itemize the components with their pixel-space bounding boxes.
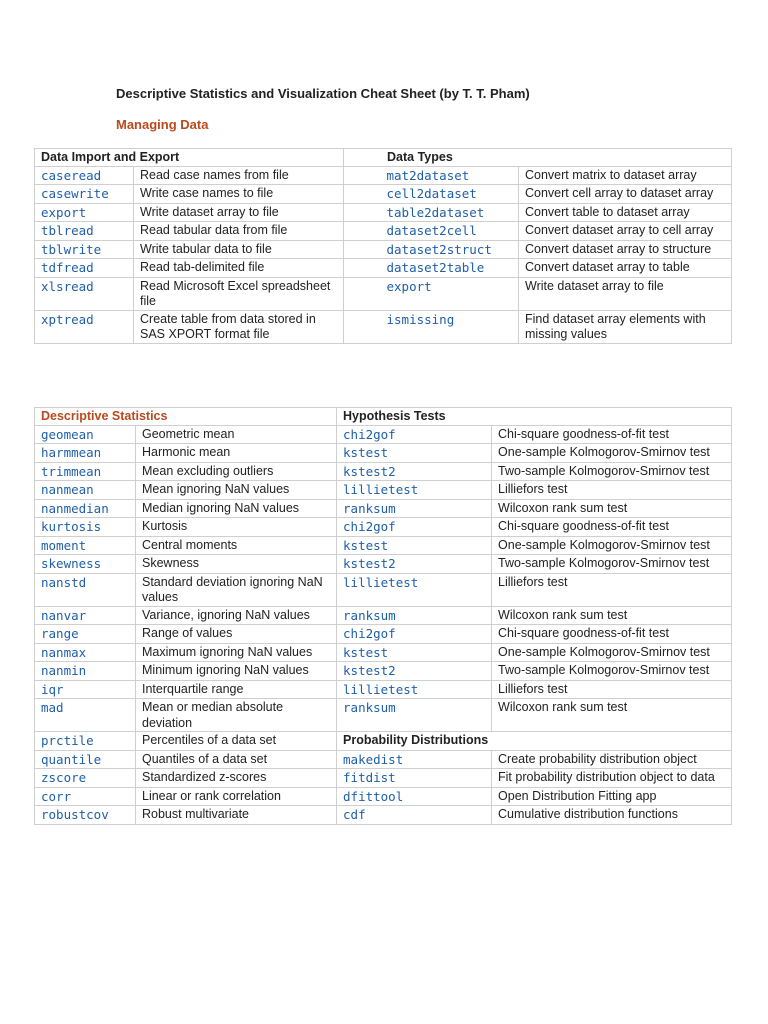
function-cell xyxy=(35,750,136,769)
table-row xyxy=(35,481,732,500)
function-cell xyxy=(35,310,134,343)
function-cell xyxy=(337,787,492,806)
function-description: Fit probability distribution object to data xyxy=(498,770,715,784)
function-description: Convert dataset array to cell array xyxy=(525,223,714,237)
function-link[interactable]: corr xyxy=(41,788,72,804)
function-link[interactable]: nanmedian xyxy=(41,500,109,516)
data-management-table xyxy=(34,148,732,344)
description-cell xyxy=(136,625,337,644)
description-cell xyxy=(136,425,337,444)
function-cell xyxy=(337,606,492,625)
table-header-row xyxy=(35,149,732,167)
function-link[interactable]: lillietest xyxy=(343,574,419,590)
function-description: Wilcoxon rank sum test xyxy=(498,607,628,622)
header-data-import-export: Data Import and Export xyxy=(35,149,344,167)
function-link[interactable]: chi2gof xyxy=(343,426,396,442)
function-link[interactable]: dataset2struct xyxy=(386,241,492,257)
function-link[interactable]: lillietest xyxy=(343,482,419,497)
spacer-cell xyxy=(344,203,381,222)
table-row xyxy=(35,555,732,574)
function-description: Write tabular data to file xyxy=(140,241,272,256)
description-cell xyxy=(519,203,732,222)
function-link[interactable]: robustcov xyxy=(41,807,109,822)
function-link[interactable]: harmmean xyxy=(41,445,102,460)
function-cell xyxy=(337,573,492,606)
subheader-probability-distributions: Probability Distributions xyxy=(343,733,489,747)
table-header-row xyxy=(35,408,732,426)
function-link[interactable]: kstest xyxy=(343,445,389,460)
function-cell xyxy=(35,222,134,241)
function-link[interactable]: table2dataset xyxy=(386,204,485,220)
function-link[interactable]: xlsread xyxy=(41,278,94,294)
subheader-cell xyxy=(337,732,732,751)
function-link[interactable]: nanmax xyxy=(41,644,87,660)
function-description: Kurtosis xyxy=(142,519,188,533)
function-link[interactable]: ranksum xyxy=(343,500,396,516)
description-cell xyxy=(492,462,732,481)
function-link[interactable]: dfittool xyxy=(343,788,404,804)
function-description: Maximum ignoring NaN values xyxy=(142,644,313,659)
function-cell xyxy=(35,573,136,606)
function-link[interactable]: trimmean xyxy=(41,463,102,479)
table-row xyxy=(35,787,732,806)
function-link[interactable]: nanvar xyxy=(41,607,87,623)
function-cell xyxy=(35,806,136,825)
function-description: Variance, ignoring NaN values xyxy=(142,607,310,622)
function-link[interactable]: ranksum xyxy=(343,700,396,715)
function-cell xyxy=(35,536,136,555)
table-row xyxy=(35,662,732,681)
table-row xyxy=(35,259,732,278)
table-row xyxy=(35,166,732,185)
function-cell xyxy=(35,662,136,681)
function-description: Write dataset array to file xyxy=(140,204,279,219)
description-cell xyxy=(136,444,337,463)
description-cell xyxy=(134,277,344,310)
function-link[interactable]: ranksum xyxy=(343,607,396,623)
description-cell xyxy=(136,806,337,825)
function-cell xyxy=(35,462,136,481)
function-description: Standardized z-scores xyxy=(142,770,267,784)
spacer-cell xyxy=(344,259,381,278)
description-cell xyxy=(492,518,732,537)
function-cell xyxy=(35,444,136,463)
description-cell xyxy=(134,259,344,278)
function-link[interactable]: nanstd xyxy=(41,574,87,590)
description-cell xyxy=(136,606,337,625)
description-cell xyxy=(136,536,337,555)
description-cell xyxy=(519,222,732,241)
table-row xyxy=(35,499,732,518)
function-link[interactable]: kstest xyxy=(343,537,389,553)
description-cell xyxy=(134,222,344,241)
function-cell xyxy=(337,499,492,518)
function-description: Write dataset array to file xyxy=(525,278,664,293)
function-cell xyxy=(337,625,492,644)
function-link[interactable]: skewness xyxy=(41,556,102,571)
description-cell xyxy=(136,662,337,681)
function-link[interactable]: kstest2 xyxy=(343,463,396,479)
function-cell xyxy=(337,750,492,769)
function-cell xyxy=(35,259,134,278)
description-cell xyxy=(492,643,732,662)
function-cell xyxy=(35,555,136,574)
description-cell xyxy=(136,750,337,769)
function-link[interactable]: tdfread xyxy=(41,260,94,275)
table-row xyxy=(35,643,732,662)
function-cell xyxy=(337,806,492,825)
description-cell xyxy=(134,310,344,343)
function-cell xyxy=(35,769,136,788)
table-row xyxy=(35,606,732,625)
description-cell xyxy=(519,277,732,310)
description-cell xyxy=(492,481,732,500)
description-cell xyxy=(136,481,337,500)
table-row xyxy=(35,750,732,769)
table-row xyxy=(35,277,732,310)
function-cell xyxy=(381,222,519,241)
function-link[interactable]: dataset2cell xyxy=(386,223,477,238)
function-description: Percentiles of a data set xyxy=(142,733,277,747)
function-link[interactable]: export xyxy=(41,204,87,220)
function-link[interactable]: caseread xyxy=(41,167,102,183)
function-cell xyxy=(381,310,519,343)
function-link[interactable]: iqr xyxy=(41,681,64,697)
function-cell xyxy=(337,769,492,788)
function-cell xyxy=(337,444,492,463)
function-link[interactable]: moment xyxy=(41,537,87,553)
description-cell xyxy=(492,662,732,681)
function-description: Two-sample Kolmogorov-Smirnov test xyxy=(498,556,710,570)
table-row xyxy=(35,536,732,555)
function-description: Mean or median absolute deviation xyxy=(142,700,284,730)
function-link[interactable]: nanmean xyxy=(41,482,94,497)
spacer-cell xyxy=(344,166,381,185)
statistics-and-tests-table xyxy=(34,407,732,825)
description-cell xyxy=(136,555,337,574)
function-cell xyxy=(337,555,492,574)
function-link[interactable]: tblwrite xyxy=(41,241,102,257)
description-cell xyxy=(519,185,732,204)
function-link[interactable]: mat2dataset xyxy=(386,167,470,183)
function-description: Chi-square goodness-of-fit test xyxy=(498,626,669,640)
function-link[interactable]: casewrite xyxy=(41,186,109,201)
function-link[interactable]: mad xyxy=(41,700,64,715)
function-cell xyxy=(337,662,492,681)
table-row xyxy=(35,240,732,259)
description-cell xyxy=(134,166,344,185)
description-cell xyxy=(492,499,732,518)
function-link[interactable]: dataset2table xyxy=(386,260,485,275)
function-description: Read case names from file xyxy=(140,167,289,182)
function-cell xyxy=(381,203,519,222)
function-cell xyxy=(381,259,519,278)
function-link[interactable]: chi2gof xyxy=(343,626,396,641)
description-cell xyxy=(519,166,732,185)
table-row xyxy=(35,573,732,606)
description-cell xyxy=(519,259,732,278)
function-description: One-sample Kolmogorov-Smirnov test xyxy=(498,445,710,459)
table-row xyxy=(35,680,732,699)
function-description: Convert table to dataset array xyxy=(525,204,690,219)
function-description: Write case names to file xyxy=(140,186,274,200)
table-row xyxy=(35,444,732,463)
function-description: Robust multivariate xyxy=(142,807,249,821)
table-row xyxy=(35,699,732,732)
function-description: Standard deviation ignoring NaN values xyxy=(142,574,323,604)
function-cell xyxy=(35,606,136,625)
description-cell xyxy=(492,425,732,444)
table-row xyxy=(35,806,732,825)
function-cell xyxy=(35,425,136,444)
description-cell xyxy=(519,310,732,343)
function-description: Convert dataset array to table xyxy=(525,260,690,274)
description-cell xyxy=(492,625,732,644)
function-cell xyxy=(35,499,136,518)
function-cell xyxy=(337,536,492,555)
function-link[interactable]: cell2dataset xyxy=(386,186,477,201)
table-row xyxy=(35,185,732,204)
description-cell xyxy=(136,518,337,537)
header-data-types: Data Types xyxy=(344,149,732,167)
function-description: Create probability distribution object xyxy=(498,751,697,766)
description-cell xyxy=(492,680,732,699)
function-description: Skewness xyxy=(142,556,199,570)
table-row xyxy=(35,732,732,751)
function-description: Minimum ignoring NaN values xyxy=(142,663,309,677)
description-cell xyxy=(519,240,732,259)
function-link[interactable]: lillietest xyxy=(343,681,419,697)
function-link[interactable]: ismissing xyxy=(386,311,455,327)
function-link[interactable]: fitdist xyxy=(343,770,396,785)
description-cell xyxy=(492,699,732,732)
function-link[interactable]: range xyxy=(41,626,79,641)
function-cell xyxy=(35,732,136,751)
function-description: Wilcoxon rank sum test xyxy=(498,700,628,714)
description-cell xyxy=(134,240,344,259)
description-cell xyxy=(136,732,337,751)
function-cell xyxy=(337,643,492,662)
function-cell xyxy=(35,166,134,185)
function-description: Read tabular data from file xyxy=(140,223,288,237)
function-cell xyxy=(35,481,136,500)
function-description: Convert cell array to dataset array xyxy=(525,186,714,200)
function-description: Two-sample Kolmogorov-Smirnov test xyxy=(498,663,710,677)
description-cell xyxy=(492,555,732,574)
description-cell xyxy=(136,769,337,788)
table-row xyxy=(35,769,732,788)
spacer-cell xyxy=(344,240,381,259)
function-description: Read Microsoft Excel spreadsheet file xyxy=(140,278,331,308)
function-link[interactable]: kstest2 xyxy=(343,556,396,571)
function-link[interactable]: cdf xyxy=(343,807,366,822)
function-cell xyxy=(381,277,519,310)
function-description: Convert dataset array to structure xyxy=(525,241,712,256)
function-cell xyxy=(35,240,134,259)
function-cell xyxy=(35,680,136,699)
header-descriptive-statistics: Descriptive Statistics xyxy=(35,408,337,426)
function-description: Open Distribution Fitting app xyxy=(498,788,657,803)
spacer-cell xyxy=(344,222,381,241)
description-cell xyxy=(136,680,337,699)
function-description: Wilcoxon rank sum test xyxy=(498,500,628,515)
description-cell xyxy=(136,462,337,481)
spacer-cell xyxy=(344,185,381,204)
function-description: Harmonic mean xyxy=(142,445,231,459)
function-link[interactable]: kstest2 xyxy=(343,663,396,678)
table-row xyxy=(35,222,732,241)
function-description: Convert matrix to dataset array xyxy=(525,167,697,182)
table-row xyxy=(35,625,732,644)
function-cell xyxy=(337,518,492,537)
function-description: Chi-square goodness-of-fit test xyxy=(498,519,669,533)
function-cell xyxy=(381,240,519,259)
function-cell xyxy=(35,643,136,662)
function-cell xyxy=(35,518,136,537)
description-cell xyxy=(492,536,732,555)
table-row xyxy=(35,462,732,481)
document-title: Descriptive Statistics and Visualization Cheat Sheet (by T. T. Pham) xyxy=(116,86,530,101)
function-link[interactable]: prctile xyxy=(41,733,94,748)
function-description: Lilliefors test xyxy=(498,574,568,589)
function-description: Chi-square goodness-of-fit test xyxy=(498,426,669,441)
description-cell xyxy=(136,643,337,662)
function-link[interactable]: geomean xyxy=(41,426,94,442)
function-link[interactable]: zscore xyxy=(41,770,87,785)
function-cell xyxy=(337,680,492,699)
function-link[interactable]: kurtosis xyxy=(41,519,102,534)
function-cell xyxy=(35,699,136,732)
function-cell xyxy=(381,166,519,185)
description-cell xyxy=(492,769,732,788)
function-cell xyxy=(337,481,492,500)
function-cell xyxy=(35,625,136,644)
function-description: One-sample Kolmogorov-Smirnov test xyxy=(498,537,710,552)
function-cell xyxy=(381,185,519,204)
function-cell xyxy=(35,185,134,204)
function-cell xyxy=(337,462,492,481)
function-description: Interquartile range xyxy=(142,681,244,696)
section-title-managing-data: Managing Data xyxy=(116,117,209,132)
function-cell xyxy=(35,203,134,222)
table-row xyxy=(35,518,732,537)
spacer-cell xyxy=(344,310,381,343)
description-cell xyxy=(136,573,337,606)
function-description: Read tab-delimited file xyxy=(140,260,265,274)
function-link[interactable]: nanmin xyxy=(41,663,87,678)
table-row xyxy=(35,310,732,343)
table-row xyxy=(35,203,732,222)
function-description: Lilliefors test xyxy=(498,482,568,496)
function-link[interactable]: xptread xyxy=(41,311,94,327)
function-description: Range of values xyxy=(142,626,233,640)
function-description: Geometric mean xyxy=(142,426,235,441)
function-cell xyxy=(337,699,492,732)
function-link[interactable]: export xyxy=(386,278,432,294)
function-cell xyxy=(337,425,492,444)
function-cell xyxy=(35,787,136,806)
description-cell xyxy=(492,806,732,825)
function-description: Cumulative distribution functions xyxy=(498,807,678,821)
function-description: Find dataset array elements with missing values xyxy=(525,311,706,341)
description-cell xyxy=(136,499,337,518)
table-row xyxy=(35,425,732,444)
function-description: Quantiles of a data set xyxy=(142,751,268,766)
function-description: One-sample Kolmogorov-Smirnov test xyxy=(498,644,710,659)
spacer-cell xyxy=(344,277,381,310)
description-cell xyxy=(492,444,732,463)
function-link[interactable]: chi2gof xyxy=(343,519,396,534)
description-cell xyxy=(492,787,732,806)
function-link[interactable]: quantile xyxy=(41,751,102,767)
description-cell xyxy=(492,750,732,769)
function-cell xyxy=(35,277,134,310)
function-description: Linear or rank correlation xyxy=(142,788,281,803)
description-cell xyxy=(134,185,344,204)
function-link[interactable]: tblread xyxy=(41,223,94,238)
function-description: Lilliefors test xyxy=(498,681,568,696)
function-link[interactable]: makedist xyxy=(343,751,404,767)
function-description: Create table from data stored in SAS XPORT format file xyxy=(140,311,316,341)
description-cell xyxy=(136,787,337,806)
header-hypothesis-tests: Hypothesis Tests xyxy=(337,408,732,426)
description-cell xyxy=(492,573,732,606)
description-cell xyxy=(492,606,732,625)
function-link[interactable]: kstest xyxy=(343,644,389,660)
description-cell xyxy=(134,203,344,222)
description-cell xyxy=(136,699,337,732)
function-description: Mean excluding outliers xyxy=(142,463,274,478)
function-description: Central moments xyxy=(142,537,238,552)
function-description: Median ignoring NaN values xyxy=(142,500,300,515)
function-description: Two-sample Kolmogorov-Smirnov test xyxy=(498,463,710,478)
function-description: Mean ignoring NaN values xyxy=(142,482,290,496)
